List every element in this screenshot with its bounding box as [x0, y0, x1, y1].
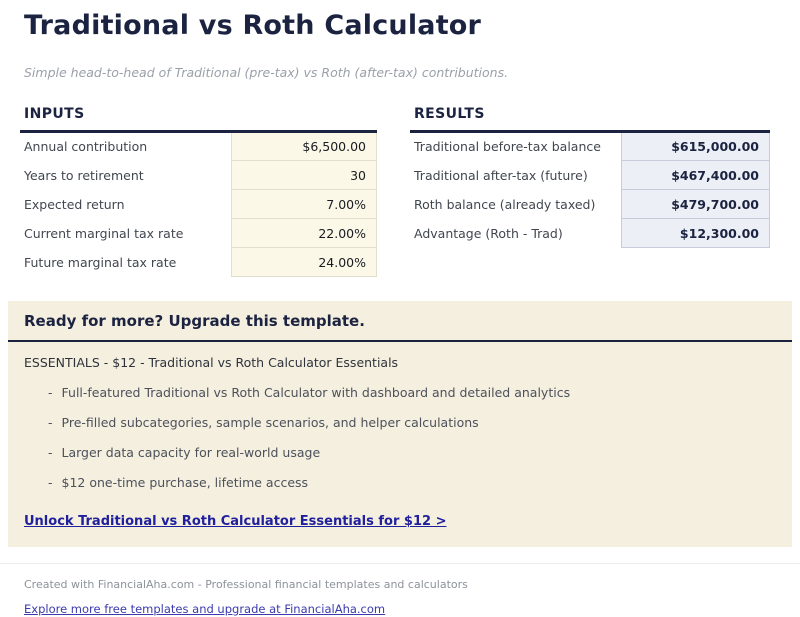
upgrade-banner-heading: Ready for more? Upgrade this template.	[8, 301, 792, 342]
result-label-roth-balance: Roth balance (already taxed)	[414, 196, 596, 212]
input-row	[20, 132, 377, 161]
page-subtitle: Simple head-to-head of Traditional (pre-tax) vs Roth (after-tax) contributions.	[24, 65, 509, 80]
result-row	[410, 219, 770, 248]
input-value-future-tax-rate[interactable]: 24.00%	[232, 248, 377, 277]
input-row	[20, 219, 377, 248]
bullet-dash-icon: -	[48, 385, 53, 400]
results-section	[410, 106, 770, 277]
upgrade-banner-body	[8, 342, 792, 547]
input-row	[20, 248, 377, 277]
input-row	[20, 190, 377, 219]
benefit-text: $12 one-time purchase, lifetime access	[61, 475, 309, 490]
benefit-item	[48, 415, 776, 430]
result-label-trad-after-tax: Traditional after-tax (future)	[414, 167, 588, 183]
input-label-future-tax-rate: Future marginal tax rate	[24, 254, 177, 270]
benefit-item	[48, 475, 776, 490]
result-value-trad-before-tax: $615,000.00	[622, 132, 770, 161]
inputs-section	[20, 106, 377, 277]
result-label-trad-before-tax: Traditional before-tax balance	[414, 139, 601, 155]
calculator-columns	[20, 106, 770, 277]
input-row	[20, 161, 377, 190]
result-value-trad-after-tax: $467,400.00	[622, 161, 770, 190]
result-value-roth-balance: $479,700.00	[622, 190, 770, 219]
upgrade-product-line: ESSENTIALS - $12 - Traditional vs Roth Calculator Essentials	[24, 355, 399, 370]
result-row	[410, 190, 770, 219]
benefit-item	[48, 445, 776, 460]
input-value-years-to-retirement[interactable]: 30	[232, 161, 377, 190]
result-value-advantage: $12,300.00	[622, 219, 770, 248]
input-label-expected-return: Expected return	[24, 196, 125, 212]
footer-explore-link[interactable]: Explore more free templates and upgrade at FinancialAha.com	[24, 602, 386, 616]
unlock-essentials-link[interactable]: Unlock Traditional vs Roth Calculator Essentials for $12 >	[24, 514, 447, 529]
benefit-text: Full-featured Traditional vs Roth Calculator with dashboard and detailed analytics	[61, 385, 571, 400]
page-title: Traditional vs Roth Calculator	[24, 10, 482, 41]
inputs-heading: INPUTS	[24, 106, 85, 122]
benefit-item	[48, 385, 776, 400]
benefit-text: Pre-filled subcategories, sample scenarios, and helper calculations	[61, 415, 479, 430]
footer-credit-text: Created with FinancialAha.com - Professional financial templates and calculators	[24, 578, 468, 591]
input-label-annual-contribution: Annual contribution	[24, 139, 148, 155]
input-value-annual-contribution[interactable]: $6,500.00	[232, 132, 377, 161]
footer	[0, 563, 800, 617]
bullet-dash-icon: -	[48, 415, 53, 430]
results-table	[410, 130, 770, 248]
input-value-expected-return[interactable]: 7.00%	[232, 190, 377, 219]
upgrade-benefits-list	[24, 385, 776, 490]
input-label-years-to-retirement: Years to retirement	[24, 167, 144, 183]
results-heading: RESULTS	[414, 106, 485, 122]
bullet-dash-icon: -	[48, 445, 53, 460]
benefit-text: Larger data capacity for real-world usage	[61, 445, 321, 460]
input-value-current-tax-rate[interactable]: 22.00%	[232, 219, 377, 248]
input-label-current-tax-rate: Current marginal tax rate	[24, 225, 184, 241]
upgrade-banner	[8, 301, 792, 547]
result-row	[410, 161, 770, 190]
result-label-advantage: Advantage (Roth - Trad)	[414, 225, 563, 241]
result-row	[410, 132, 770, 161]
bullet-dash-icon: -	[48, 475, 53, 490]
inputs-table	[20, 130, 377, 277]
